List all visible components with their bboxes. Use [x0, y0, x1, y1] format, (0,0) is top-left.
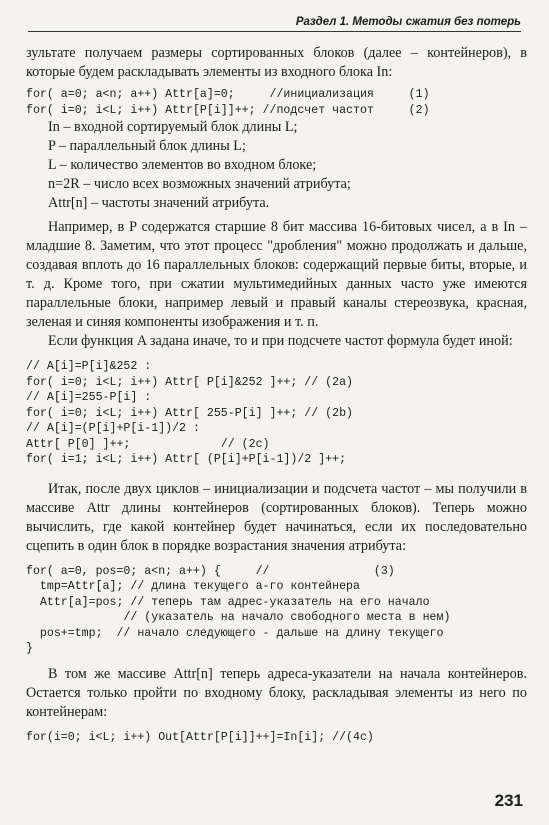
- definition-item: P – параллельный блок длины L;: [48, 138, 246, 154]
- code-line: // (указатель на начало свободного места в нем): [26, 611, 451, 624]
- code-line: Attr[a]=pos; // теперь там адрес-указатель на его начало: [26, 595, 430, 609]
- code-line: // A[i]=P[i]&252 :: [26, 360, 152, 373]
- page-number: 231: [494, 791, 523, 810]
- code-line: for( a=0, pos=0; a<n; a++) { // (3): [26, 564, 395, 578]
- code-line: Attr[ P[0] ]++; // (2c): [26, 437, 270, 451]
- code-line: tmp=Attr[a]; // длина текущего a-го контейнера: [26, 580, 360, 593]
- paragraph-after-loops: Итак, после двух циклов – инициализации и подсчета частот – мы получили в массиве Attr длины контейнеров (сортированных блоков). Теперь можно вычислить, где какой контейнер будет начинаться, если их последовательно сцепить в один блок в порядке возрастания значения атрибута:: [26, 480, 527, 554]
- code-line: // A[i]=255-P[i] :: [26, 391, 152, 404]
- definition-item: n=2R – число всех возможных значений атрибута;: [48, 176, 351, 192]
- definition-item: In – входной сортируемый блок длины L;: [48, 119, 298, 135]
- code-block-3: [26, 564, 527, 657]
- paragraph-intro: зультате получаем размеры сортированных блоков (далее – контейнеров), в которые будем раскладывать элементы из входного блока In:: [26, 45, 527, 80]
- code-line: for( i=0; i<L; i++) Attr[ P[i]&252 ]++; // (2a): [26, 375, 353, 389]
- code-block-4c: for(i=0; i<L; i++) Out[Attr[P[i]]++]=In[i]; //(4c): [26, 730, 374, 744]
- code-line: for( i=0; i<L; i++) Attr[P[i]]++; //подсчет частот (2): [26, 103, 430, 117]
- code-block-2a: [26, 359, 527, 390]
- code-line: for( i=1; i<L; i++) Attr[ (P[i]+P[i-1])/2 ]++;: [26, 453, 347, 466]
- page-body: [26, 44, 527, 745]
- paragraph-addresses: В том же массиве Attr[n] теперь адреса-указатели на начала контейнеров. Остается только пройти по входному блоку, раскладывая элементы из него по контейнерам:: [26, 665, 527, 720]
- code-line: for( i=0; i<L; i++) Attr[ 255-P[i] ]++; // (2b): [26, 406, 353, 420]
- code-block-2c: [26, 421, 527, 468]
- code-block-1: [26, 87, 527, 118]
- paragraph-function: Если функция A задана иначе, то и при подсчете частот формула будет иной:: [48, 333, 513, 349]
- code-line: // A[i]=(P[i]+P[i-1])/2 :: [26, 422, 200, 435]
- code-line: }: [26, 642, 33, 655]
- definition-item: L – количество элементов во входном блоке;: [48, 157, 317, 173]
- code-block-2b: [26, 390, 527, 421]
- code-line: for( a=0; a<n; a++) Attr[a]=0; //инициализация (1): [26, 88, 430, 101]
- definition-item: Attr[n] – частоты значений атрибута.: [48, 195, 270, 211]
- code-line: pos+=tmp; // начало следующего - дальше на длину текущего: [26, 626, 444, 640]
- definitions-list: [26, 118, 527, 213]
- running-head: Раздел 1. Методы сжатия без потерь: [28, 16, 521, 32]
- paragraph-example: Например, в P содержатся старшие 8 бит массива 16-битовых чисел, а в In – младшие 8. Заметим, что этот процесс "дробления" можно продолжать и дальше, создавая вплоть до 16 параллельных блоков: содержащий первые биты, вторые, и т. д. Кроме того, при сжатии мультимедийных данных часто уже имеются параллельные блоки, например левый и правый каналы стереозвука, красная, зеленая и синяя компоненты изображения и т. п.: [26, 219, 527, 330]
